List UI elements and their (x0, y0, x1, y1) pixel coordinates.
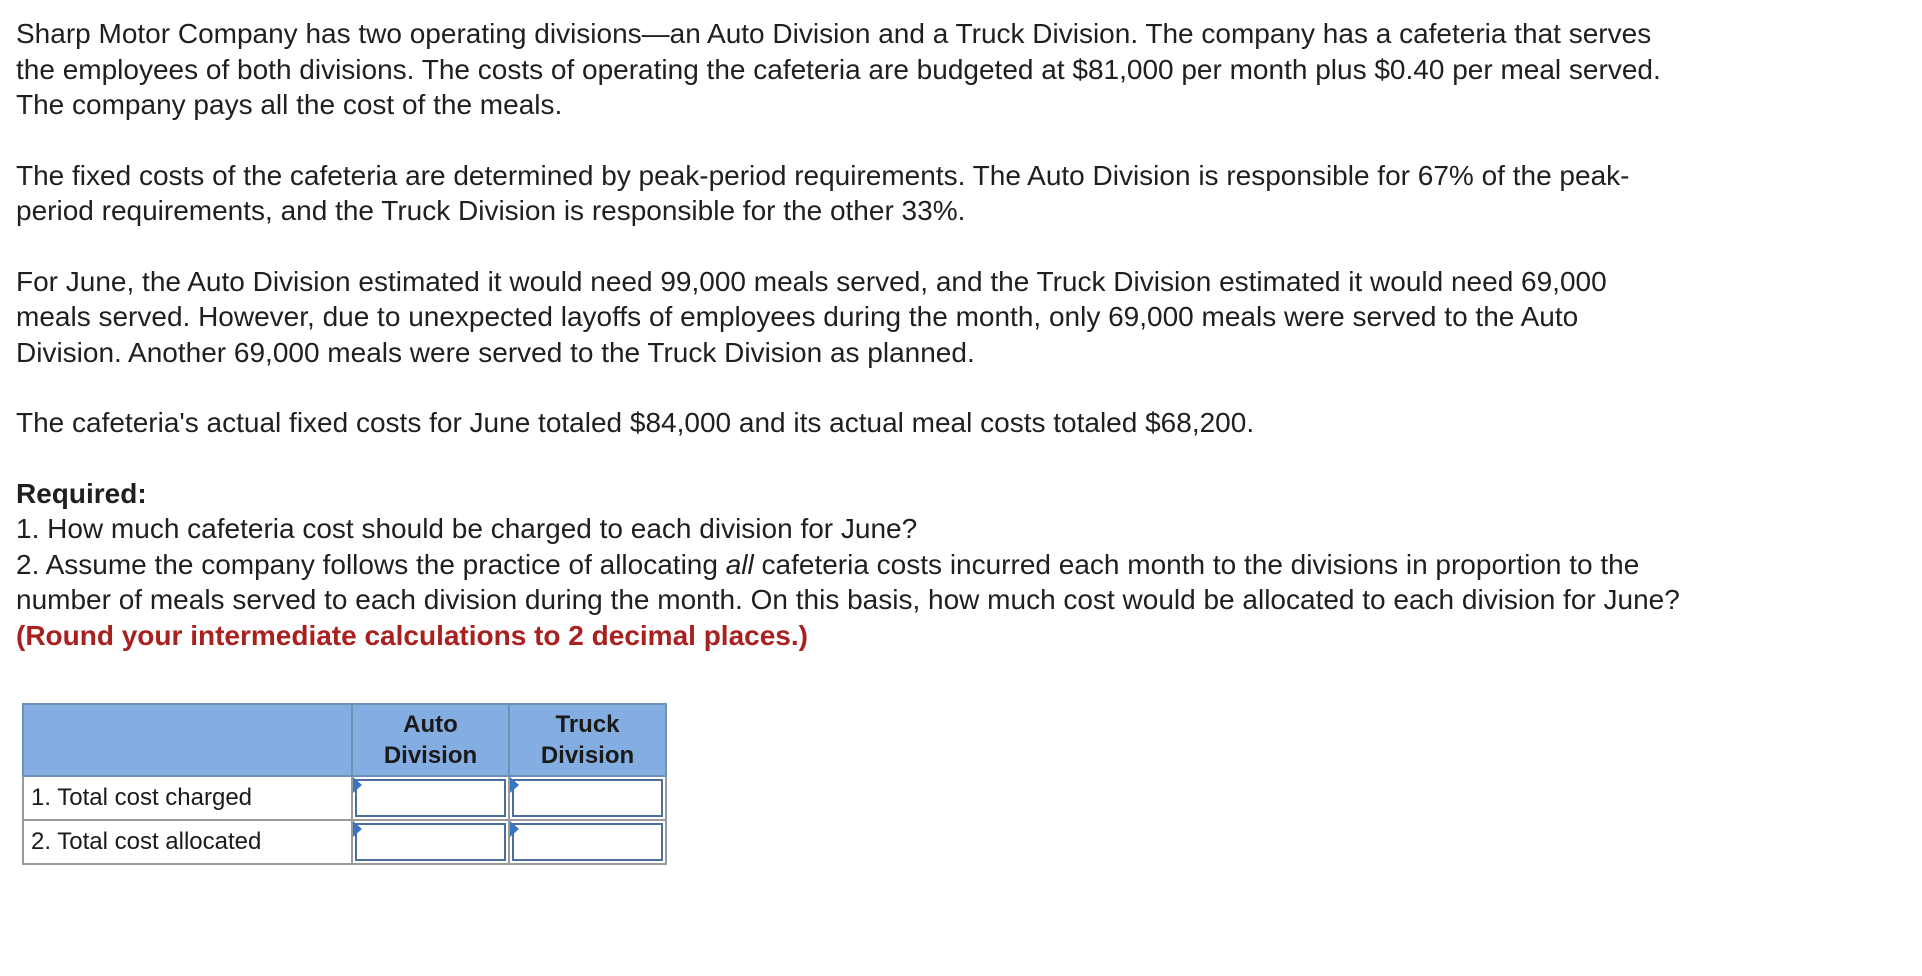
table-row (23, 776, 666, 820)
header-auto-division: Auto Division (352, 704, 509, 776)
required-section (16, 476, 1906, 654)
table-header-row (23, 704, 666, 776)
question-1: 1. How much cafeteria cost should be charged to each division for June? (16, 513, 918, 544)
charged-truck-input[interactable] (514, 781, 661, 815)
cell-allocated-auto (352, 820, 509, 864)
question-2-continued: number of meals served to each division during the month. On this basis, how much cost would be allocated to each division for June? (16, 584, 1680, 615)
rounding-note: (Round your intermediate calculations to 2 decimal places.) (16, 619, 808, 651)
paragraph-3: For June, the Auto Division estimated it would need 99,000 meals served, and the Truck Division estimated it would need 69,000 meals served. However, due to unexpected layoffs of employees during the month, only 69,000 meals were served to the Auto Division. Another 69,000 meals were served to the Truck Division as planned. (16, 265, 1607, 368)
charged-auto-input[interactable] (357, 781, 504, 815)
paragraph-4: The cafeteria's actual fixed costs for June totaled $84,000 and its actual meal costs totaled $68,200. (16, 407, 1255, 438)
input-box (355, 779, 506, 817)
table-row (23, 820, 666, 864)
header-blank-cell (23, 704, 352, 776)
input-flag-icon (353, 777, 362, 793)
cell-allocated-truck (509, 820, 666, 864)
allocated-auto-input[interactable] (357, 825, 504, 859)
input-flag-icon (510, 821, 519, 837)
input-flag-icon (353, 821, 362, 837)
cell-charged-auto (352, 776, 509, 820)
input-flag-icon (510, 777, 519, 793)
header-truck-division: Truck Division (509, 704, 666, 776)
input-box (355, 823, 506, 861)
question-2: 2. Assume the company follows the practice of allocating all cafeteria costs incurred each month to the divisions in proportion to the (16, 548, 1640, 580)
allocated-truck-input[interactable] (514, 825, 661, 859)
row-label-total-cost-charged: 1. Total cost charged (23, 776, 352, 820)
input-box (512, 823, 663, 861)
cell-charged-truck (509, 776, 666, 820)
paragraph-2: The fixed costs of the cafeteria are determined by peak-period requirements. The Auto Division is responsible for 67% of the peak- period requirements, and the Truck Division is responsible for the other 33%. (16, 159, 1630, 226)
input-box (512, 779, 663, 817)
problem-text (16, 16, 1906, 653)
row-label-total-cost-allocated: 2. Total cost allocated (23, 820, 352, 864)
answer-table (22, 703, 667, 865)
required-title: Required: (16, 477, 147, 509)
paragraph-1: Sharp Motor Company has two operating divisions—an Auto Division and a Truck Division. The company has a cafeteria that serves the employees of both divisions. The costs of operating the cafeteria are budgeted at $81,000 per month plus $0.40 per meal served. The company pays all the cost of the meals. (16, 18, 1661, 120)
